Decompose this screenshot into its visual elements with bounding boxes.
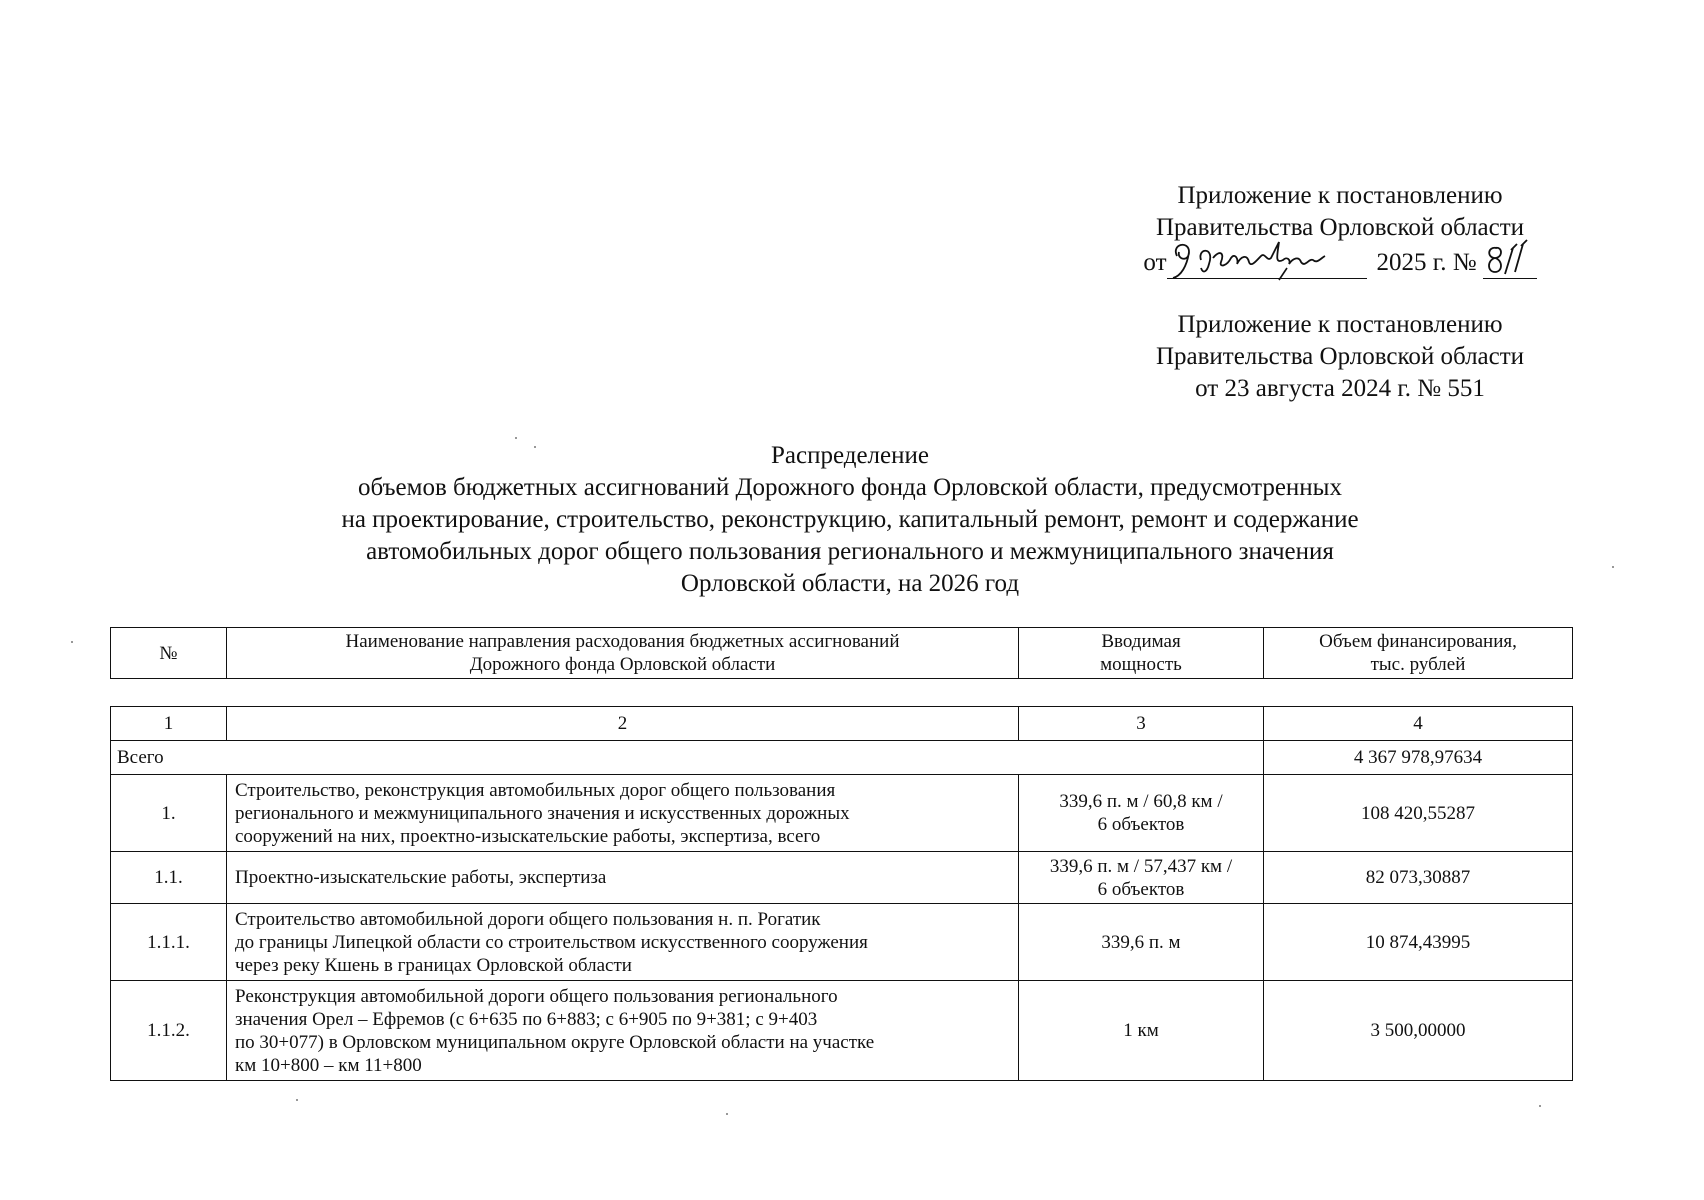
row-amount: 82 073,30887 bbox=[1264, 852, 1573, 904]
scan-speck bbox=[515, 437, 517, 439]
header-name-line2: Дорожного фонда Орловской области bbox=[469, 654, 776, 675]
row-name bbox=[227, 775, 1019, 852]
appendix-date-line bbox=[1110, 244, 1570, 279]
column-number-cell: 2 bbox=[227, 707, 1019, 741]
header-name-line1: Наименование направления расходования бюджетных ассигнований bbox=[345, 631, 900, 652]
row-name-line: значения Орел – Ефремов (с 6+635 по 6+883; с 6+905 по 9+381; с 9+403 bbox=[235, 1008, 818, 1030]
table-row bbox=[111, 852, 1573, 904]
total-row bbox=[111, 741, 1573, 775]
row-capacity-line: 339,6 п. м bbox=[1101, 931, 1181, 953]
row-amount: 3 500,00000 bbox=[1264, 981, 1573, 1081]
row-capacity bbox=[1019, 904, 1264, 981]
row-name-line: через реку Кшень в границах Орловской области bbox=[235, 954, 632, 976]
handwritten-date-signature bbox=[1167, 238, 1367, 282]
scan-speck bbox=[71, 641, 73, 643]
total-label: Всего bbox=[111, 741, 1264, 775]
header-cell-capacity bbox=[1019, 628, 1264, 679]
title-line4: автомобильных дорог общего пользования регионального и межмуниципального значения bbox=[366, 538, 1334, 565]
header-capacity-line2: мощность bbox=[1100, 654, 1182, 675]
row-amount: 10 874,43995 bbox=[1264, 904, 1573, 981]
handwritten-number-signature bbox=[1483, 238, 1537, 282]
row-number: 1.1. bbox=[111, 852, 227, 904]
appendix-header-old bbox=[1110, 309, 1570, 405]
scan-speck bbox=[1612, 566, 1614, 568]
appendix-old-line1: Приложение к постановлению bbox=[1177, 311, 1503, 338]
total-amount: 4 367 978,97634 bbox=[1264, 741, 1573, 775]
appendix-header-new bbox=[1110, 180, 1570, 279]
scan-speck bbox=[1539, 1105, 1541, 1107]
row-capacity bbox=[1019, 981, 1264, 1081]
table-row bbox=[111, 775, 1573, 852]
header-capacity-line1: Вводимая bbox=[1101, 631, 1181, 652]
table-row bbox=[111, 981, 1573, 1081]
scan-speck bbox=[534, 446, 536, 448]
document-title bbox=[200, 440, 1500, 600]
row-amount: 108 420,55287 bbox=[1264, 775, 1573, 852]
row-name-line: Реконструкция автомобильной дороги общего пользования регионального bbox=[235, 985, 838, 1007]
appendix-old-line2: Правительства Орловской области bbox=[1155, 343, 1525, 370]
title-line2: объемов бюджетных ассигнований Дорожного фонда Орловской области, предусмотренных bbox=[358, 474, 1342, 501]
row-capacity-line: 339,6 п. м / 57,437 км / bbox=[1049, 855, 1233, 877]
row-number: 1.1.2. bbox=[111, 981, 227, 1081]
handwritten-number bbox=[1483, 244, 1537, 279]
appendix-header-line2: Правительства Орловской области bbox=[1155, 214, 1525, 241]
row-name bbox=[227, 904, 1019, 981]
row-name-line: Строительство, реконструкция автомобильных дорог общего пользования bbox=[235, 779, 836, 801]
row-number: 1. bbox=[111, 775, 227, 852]
title-line1: Распределение bbox=[771, 442, 929, 469]
row-capacity-line: 339,6 п. м / 60,8 км / bbox=[1059, 791, 1223, 812]
header-cell-amount bbox=[1264, 628, 1573, 679]
appendix-old-line3: от 23 августа 2024 г. № 551 bbox=[1195, 375, 1485, 402]
row-name-line: Проектно-изыскательские работы, экспертиза bbox=[235, 867, 607, 888]
scan-speck bbox=[296, 1099, 298, 1101]
row-name bbox=[227, 981, 1019, 1081]
row-capacity bbox=[1019, 852, 1264, 904]
header-cell-number: № bbox=[111, 628, 227, 679]
year-and-number-label: 2025 г. № bbox=[1376, 249, 1477, 276]
row-name-line: регионального и межмуниципального значения и искусственных дорожных bbox=[235, 802, 850, 824]
scan-speck bbox=[726, 1113, 728, 1115]
row-name-line: сооружений на них, проектно-изыскательские работы, экспертиза, всего bbox=[235, 825, 821, 847]
date-prefix: от bbox=[1143, 249, 1167, 276]
row-capacity-line: 6 объектов bbox=[1097, 878, 1185, 900]
row-name-line: Строительство автомобильной дороги общего пользования н. п. Рогатик bbox=[235, 908, 821, 930]
title-line3: на проектирование, строительство, реконструкцию, капитальный ремонт, ремонт и содержание bbox=[341, 506, 1359, 533]
row-number: 1.1.1. bbox=[111, 904, 227, 981]
column-number-cell: 4 bbox=[1264, 707, 1573, 741]
header-cell-name bbox=[227, 628, 1019, 679]
row-capacity bbox=[1019, 775, 1264, 852]
appendix-header-line1: Приложение к постановлению bbox=[1177, 182, 1503, 209]
handwritten-date bbox=[1167, 244, 1367, 279]
budget-table bbox=[110, 706, 1573, 1081]
title-line5: Орловской области, на 2026 год bbox=[680, 570, 1020, 597]
table-header bbox=[110, 627, 1573, 679]
column-number-cell: 3 bbox=[1019, 707, 1264, 741]
row-capacity-line: 1 км bbox=[1123, 1020, 1159, 1041]
row-name-line: до границы Липецкой области со строительством искусственного сооружения bbox=[235, 931, 868, 953]
row-name-line: км 10+800 – км 11+800 bbox=[235, 1054, 422, 1076]
table-row bbox=[111, 904, 1573, 981]
header-amount-line1: Объем финансирования, bbox=[1319, 631, 1517, 652]
row-name bbox=[227, 852, 1019, 904]
row-name-line: по 30+077) в Орловском муниципальном округе Орловской области на участке bbox=[235, 1031, 875, 1053]
row-capacity-line: 6 объектов bbox=[1097, 814, 1185, 835]
header-amount-line2: тыс. рублей bbox=[1370, 654, 1466, 675]
column-number-row bbox=[111, 707, 1573, 741]
column-number-cell: 1 bbox=[111, 707, 227, 741]
